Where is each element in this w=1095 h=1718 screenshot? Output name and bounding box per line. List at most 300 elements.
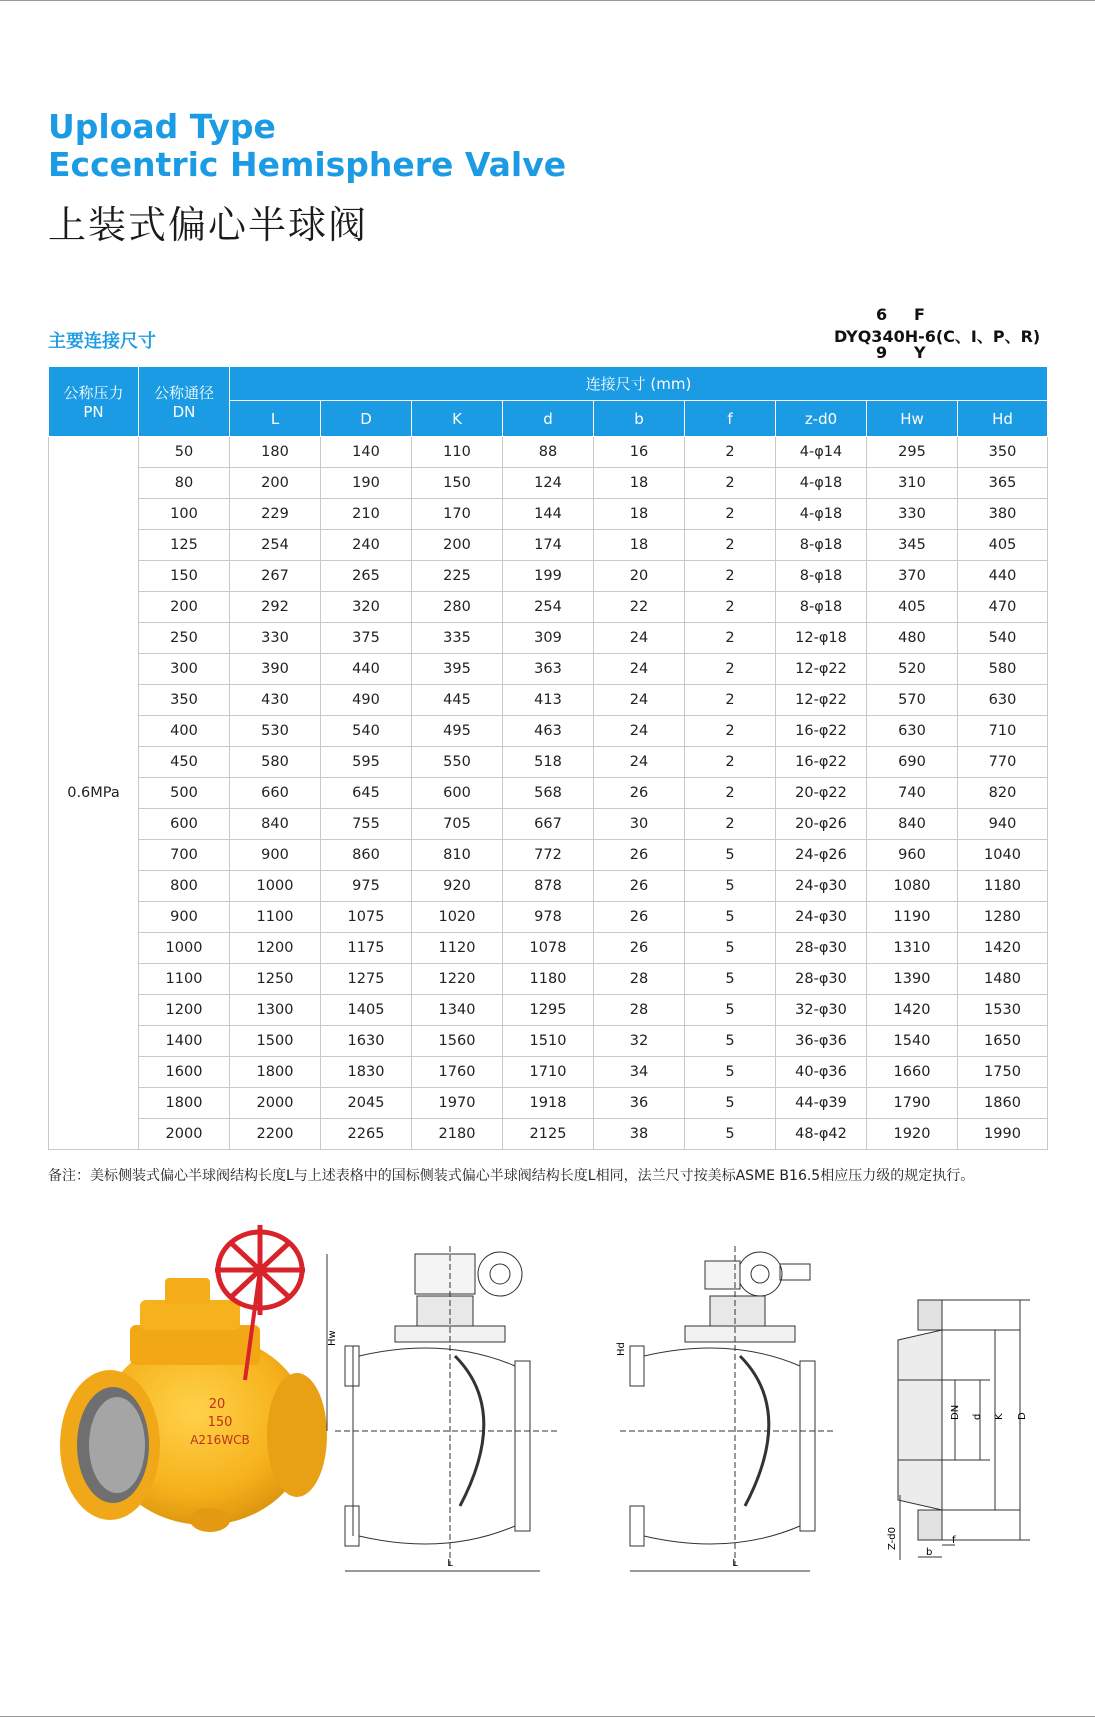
model-code-sub-a: 9 xyxy=(876,343,888,362)
table-cell: 1390 xyxy=(867,964,958,995)
table-cell: 2000 xyxy=(230,1088,321,1119)
dn-cell: 1000 xyxy=(139,933,230,964)
dn-cell: 2000 xyxy=(139,1119,230,1150)
dn-cell: 1800 xyxy=(139,1088,230,1119)
table-row xyxy=(49,964,1048,995)
table-cell: 24 xyxy=(594,747,685,778)
title-english-line1: Upload Type xyxy=(48,107,276,146)
table-row xyxy=(49,871,1048,902)
table-cell: 978 xyxy=(503,902,594,933)
table-cell: 335 xyxy=(412,623,503,654)
table-cell: 1100 xyxy=(230,902,321,933)
dn-cell: 1600 xyxy=(139,1057,230,1088)
table-cell: 1300 xyxy=(230,995,321,1026)
drawing-actuator-version xyxy=(616,1236,840,1581)
table-cell: 190 xyxy=(321,468,412,499)
table-cell: 254 xyxy=(230,530,321,561)
column-header-k: K xyxy=(412,401,503,437)
table-cell: 30 xyxy=(594,809,685,840)
table-cell: 26 xyxy=(594,778,685,809)
table-cell: 900 xyxy=(230,840,321,871)
table-cell: 24-φ26 xyxy=(776,840,867,871)
table-cell: 580 xyxy=(958,654,1048,685)
table-cell: 5 xyxy=(685,933,776,964)
table-cell: 1250 xyxy=(230,964,321,995)
header-dn-cn: 公称通径 xyxy=(153,384,214,402)
table-cell: 630 xyxy=(867,716,958,747)
dn-cell: 800 xyxy=(139,871,230,902)
table-cell: 1175 xyxy=(321,933,412,964)
header-group: 连接尺寸 (mm) xyxy=(230,367,1048,401)
table-cell: 1760 xyxy=(412,1057,503,1088)
table-row xyxy=(49,561,1048,592)
table-cell: 26 xyxy=(594,902,685,933)
table-cell: 44-φ39 xyxy=(776,1088,867,1119)
table-cell: 292 xyxy=(230,592,321,623)
dimension-table xyxy=(48,366,1048,1150)
dn-cell: 125 xyxy=(139,530,230,561)
table-cell: 1420 xyxy=(867,995,958,1026)
drawing3-label-f: f xyxy=(952,1535,956,1546)
table-cell: 570 xyxy=(867,685,958,716)
table-cell: 4-φ18 xyxy=(776,468,867,499)
table-row xyxy=(49,1057,1048,1088)
table-header xyxy=(49,367,1048,437)
drawing-handwheel-version xyxy=(327,1236,565,1581)
dn-cell: 150 xyxy=(139,561,230,592)
table-cell: 2 xyxy=(685,530,776,561)
drawing3-label-d-small: d xyxy=(972,1413,983,1420)
drawing3-label-zd0: Z-d0 xyxy=(887,1527,898,1550)
model-code-sup-b: F xyxy=(914,305,925,324)
table-cell: 595 xyxy=(321,747,412,778)
table-cell: 878 xyxy=(503,871,594,902)
table-cell: 180 xyxy=(230,437,321,468)
table-cell: 380 xyxy=(958,499,1048,530)
table-cell: 350 xyxy=(958,437,1048,468)
table-cell: 110 xyxy=(412,437,503,468)
table-cell: 12-φ22 xyxy=(776,654,867,685)
dn-cell: 1100 xyxy=(139,964,230,995)
column-header-b: b xyxy=(594,401,685,437)
table-cell: 1990 xyxy=(958,1119,1048,1150)
dn-cell: 450 xyxy=(139,747,230,778)
table-cell: 2 xyxy=(685,592,776,623)
dn-cell: 100 xyxy=(139,499,230,530)
table-cell: 265 xyxy=(321,561,412,592)
table-cell: 1500 xyxy=(230,1026,321,1057)
drawing3-label-b: b xyxy=(926,1547,933,1558)
valve-base xyxy=(190,1508,230,1532)
table-cell: 4-φ18 xyxy=(776,499,867,530)
table-cell: 5 xyxy=(685,995,776,1026)
table-row xyxy=(49,437,1048,468)
table-row xyxy=(49,1026,1048,1057)
table-cell: 5 xyxy=(685,840,776,871)
column-header-l: L xyxy=(230,401,321,437)
model-code-main: DYQ340H-6(C、I、P、R) xyxy=(834,327,1041,346)
table-cell: 1530 xyxy=(958,995,1048,1026)
dn-cell: 600 xyxy=(139,809,230,840)
table-cell: 32 xyxy=(594,1026,685,1057)
table-row xyxy=(49,747,1048,778)
table-cell: 18 xyxy=(594,468,685,499)
table-cell: 390 xyxy=(230,654,321,685)
header-pn-cn: 公称压力 xyxy=(63,384,124,402)
column-header-f: f xyxy=(685,401,776,437)
table-cell: 12-φ22 xyxy=(776,685,867,716)
table-cell: 88 xyxy=(503,437,594,468)
table-cell: 1920 xyxy=(867,1119,958,1150)
table-cell: 2 xyxy=(685,623,776,654)
table-cell: 860 xyxy=(321,840,412,871)
column-header-d: D xyxy=(321,401,412,437)
table-cell: 26 xyxy=(594,840,685,871)
table-cell: 490 xyxy=(321,685,412,716)
dn-cell: 80 xyxy=(139,468,230,499)
pn-value-cell: 0.6MPa xyxy=(49,437,139,1150)
table-cell: 445 xyxy=(412,685,503,716)
table-cell: 2265 xyxy=(321,1119,412,1150)
dn-cell: 250 xyxy=(139,623,230,654)
left-bore-inner xyxy=(89,1397,145,1493)
table-cell: 8-φ18 xyxy=(776,530,867,561)
table-cell: 940 xyxy=(958,809,1048,840)
table-cell: 229 xyxy=(230,499,321,530)
table-cell: 1405 xyxy=(321,995,412,1026)
dn-cell: 1200 xyxy=(139,995,230,1026)
table-row xyxy=(49,1088,1048,1119)
table-cell: 1190 xyxy=(867,902,958,933)
dn-cell: 900 xyxy=(139,902,230,933)
table-cell: 1830 xyxy=(321,1057,412,1088)
photo-mark-3: A216WCB xyxy=(190,1433,250,1447)
drawing2-label-l: L xyxy=(732,1558,738,1569)
table-cell: 645 xyxy=(321,778,412,809)
table-cell: 1650 xyxy=(958,1026,1048,1057)
table-cell: 395 xyxy=(412,654,503,685)
table-cell: 8-φ18 xyxy=(776,592,867,623)
table-cell: 2 xyxy=(685,499,776,530)
table-cell: 1710 xyxy=(503,1057,594,1088)
table-row xyxy=(49,654,1048,685)
table-cell: 24 xyxy=(594,716,685,747)
column-header-hw: Hw xyxy=(867,401,958,437)
table-cell: 174 xyxy=(503,530,594,561)
table-cell: 330 xyxy=(230,623,321,654)
drawing2-label-hd: Hd xyxy=(616,1342,627,1356)
table-cell: 405 xyxy=(958,530,1048,561)
table-cell: 26 xyxy=(594,871,685,902)
table-cell: 20-φ22 xyxy=(776,778,867,809)
title-english xyxy=(48,108,566,184)
table-cell: 12-φ18 xyxy=(776,623,867,654)
table-cell: 345 xyxy=(867,530,958,561)
table-cell: 375 xyxy=(321,623,412,654)
table-cell: 920 xyxy=(412,871,503,902)
table-cell: 1000 xyxy=(230,871,321,902)
table-cell: 440 xyxy=(958,561,1048,592)
table-cell: 330 xyxy=(867,499,958,530)
table-cell: 28 xyxy=(594,995,685,1026)
table-cell: 5 xyxy=(685,1057,776,1088)
table-cell: 1750 xyxy=(958,1057,1048,1088)
header-pn-en: PN xyxy=(83,403,104,421)
dn-cell: 200 xyxy=(139,592,230,623)
header-dn-en: DN xyxy=(172,403,196,421)
table-cell: 1020 xyxy=(412,902,503,933)
table-cell: 20-φ26 xyxy=(776,809,867,840)
table-row xyxy=(49,499,1048,530)
table-cell: 740 xyxy=(867,778,958,809)
table-cell: 20 xyxy=(594,561,685,592)
table-cell: 18 xyxy=(594,499,685,530)
table-cell: 16-φ22 xyxy=(776,716,867,747)
table-cell: 430 xyxy=(230,685,321,716)
table-cell: 295 xyxy=(867,437,958,468)
table-cell: 960 xyxy=(867,840,958,871)
table-cell: 470 xyxy=(958,592,1048,623)
table-cell: 280 xyxy=(412,592,503,623)
table-cell: 5 xyxy=(685,1088,776,1119)
table-cell: 254 xyxy=(503,592,594,623)
table-cell: 1295 xyxy=(503,995,594,1026)
table-cell: 2 xyxy=(685,468,776,499)
table-cell: 1180 xyxy=(503,964,594,995)
table-cell: 2180 xyxy=(412,1119,503,1150)
drawing1-label-l: L xyxy=(447,1558,453,1569)
dn-cell: 400 xyxy=(139,716,230,747)
table-cell: 667 xyxy=(503,809,594,840)
table-cell: 2 xyxy=(685,747,776,778)
table-cell: 480 xyxy=(867,623,958,654)
table-cell: 1800 xyxy=(230,1057,321,1088)
table-cell: 140 xyxy=(321,437,412,468)
table-row xyxy=(49,1119,1048,1150)
table-cell: 495 xyxy=(412,716,503,747)
table-cell: 540 xyxy=(321,716,412,747)
table-cell: 1510 xyxy=(503,1026,594,1057)
table-row xyxy=(49,995,1048,1026)
table-cell: 1120 xyxy=(412,933,503,964)
column-header-d: d xyxy=(503,401,594,437)
title-english-line2: Eccentric Hemisphere Valve xyxy=(48,145,567,184)
title-chinese: 上装式偏心半球阀 xyxy=(48,203,369,247)
table-cell: 150 xyxy=(412,468,503,499)
column-header-hd: Hd xyxy=(958,401,1048,437)
table-cell: 124 xyxy=(503,468,594,499)
table-cell: 770 xyxy=(958,747,1048,778)
table-cell: 36-φ36 xyxy=(776,1026,867,1057)
table-cell: 1180 xyxy=(958,871,1048,902)
table-cell: 1420 xyxy=(958,933,1048,964)
drawing1-label-hw: Hw xyxy=(327,1330,338,1346)
table-cell: 2 xyxy=(685,716,776,747)
table-cell: 550 xyxy=(412,747,503,778)
table-cell: 28 xyxy=(594,964,685,995)
table-cell: 28-φ30 xyxy=(776,933,867,964)
photo-mark-1: 20 xyxy=(208,1397,226,1412)
table-cell: 40-φ36 xyxy=(776,1057,867,1088)
table-cell: 440 xyxy=(321,654,412,685)
table-cell: 2 xyxy=(685,654,776,685)
table-cell: 1630 xyxy=(321,1026,412,1057)
table-cell: 2 xyxy=(685,778,776,809)
table-cell: 363 xyxy=(503,654,594,685)
table-cell: 225 xyxy=(412,561,503,592)
table-cell: 1275 xyxy=(321,964,412,995)
drawing3-label-d-large: D xyxy=(1017,1412,1028,1420)
table-cell: 755 xyxy=(321,809,412,840)
table-cell: 413 xyxy=(503,685,594,716)
table-row xyxy=(49,902,1048,933)
table-cell: 2 xyxy=(685,685,776,716)
table-cell: 1918 xyxy=(503,1088,594,1119)
table-cell: 199 xyxy=(503,561,594,592)
model-code-sub-b: Y xyxy=(914,343,926,362)
table-cell: 16 xyxy=(594,437,685,468)
table-cell: 24 xyxy=(594,623,685,654)
table-cell: 568 xyxy=(503,778,594,809)
table-cell: 170 xyxy=(412,499,503,530)
table-cell: 5 xyxy=(685,871,776,902)
top-border-line xyxy=(0,0,1095,1)
table-cell: 810 xyxy=(412,840,503,871)
table-cell: 1075 xyxy=(321,902,412,933)
table-cell: 820 xyxy=(958,778,1048,809)
table-cell: 38 xyxy=(594,1119,685,1150)
table-cell: 24 xyxy=(594,685,685,716)
table-cell: 1310 xyxy=(867,933,958,964)
table-cell: 520 xyxy=(867,654,958,685)
gearbox-top xyxy=(165,1278,210,1304)
table-row xyxy=(49,778,1048,809)
table-cell: 630 xyxy=(958,685,1048,716)
table-cell: 540 xyxy=(958,623,1048,654)
table-cell: 405 xyxy=(867,592,958,623)
header-dn xyxy=(139,367,230,437)
photo-mark-2: 150 xyxy=(207,1415,233,1430)
table-cell: 48-φ42 xyxy=(776,1119,867,1150)
bottom-border-line xyxy=(0,1716,1095,1717)
table-row xyxy=(49,530,1048,561)
table-cell: 32-φ30 xyxy=(776,995,867,1026)
table-cell: 8-φ18 xyxy=(776,561,867,592)
table-cell: 2 xyxy=(685,437,776,468)
table-cell: 24-φ30 xyxy=(776,871,867,902)
table-cell: 975 xyxy=(321,871,412,902)
table-cell: 2 xyxy=(685,809,776,840)
section-title: 主要连接尺寸 xyxy=(48,331,156,352)
table-cell: 5 xyxy=(685,1026,776,1057)
model-code-sup-a: 6 xyxy=(876,305,888,324)
table-cell: 28-φ30 xyxy=(776,964,867,995)
table-cell: 1480 xyxy=(958,964,1048,995)
drawing-flange-section xyxy=(880,1295,1040,1565)
table-cell: 5 xyxy=(685,902,776,933)
dn-cell: 50 xyxy=(139,437,230,468)
table-row xyxy=(49,716,1048,747)
table-cell: 1078 xyxy=(503,933,594,964)
table-cell: 210 xyxy=(321,499,412,530)
table-cell: 5 xyxy=(685,964,776,995)
drawing3-label-k: K xyxy=(994,1413,1005,1420)
table-cell: 240 xyxy=(321,530,412,561)
table-cell: 1200 xyxy=(230,933,321,964)
table-cell: 705 xyxy=(412,809,503,840)
table-cell: 580 xyxy=(230,747,321,778)
table-cell: 518 xyxy=(503,747,594,778)
table-cell: 2125 xyxy=(503,1119,594,1150)
table-cell: 320 xyxy=(321,592,412,623)
gearbox xyxy=(140,1300,240,1330)
table-cell: 34 xyxy=(594,1057,685,1088)
table-row xyxy=(49,592,1048,623)
dn-cell: 300 xyxy=(139,654,230,685)
table-cell: 1970 xyxy=(412,1088,503,1119)
table-cell: 530 xyxy=(230,716,321,747)
table-cell: 267 xyxy=(230,561,321,592)
table-cell: 1080 xyxy=(867,871,958,902)
table-row xyxy=(49,623,1048,654)
table-cell: 18 xyxy=(594,530,685,561)
valve-bonnet xyxy=(130,1325,260,1365)
table-cell: 370 xyxy=(867,561,958,592)
right-flange xyxy=(267,1373,327,1497)
table-cell: 772 xyxy=(503,840,594,871)
table-cell: 1860 xyxy=(958,1088,1048,1119)
table-cell: 365 xyxy=(958,468,1048,499)
table-cell: 200 xyxy=(412,530,503,561)
table-cell: 309 xyxy=(503,623,594,654)
table-cell: 24 xyxy=(594,654,685,685)
table-cell: 710 xyxy=(958,716,1048,747)
table-cell: 24-φ30 xyxy=(776,902,867,933)
table-cell: 600 xyxy=(412,778,503,809)
table-cell: 1790 xyxy=(867,1088,958,1119)
table-cell: 840 xyxy=(230,809,321,840)
table-cell: 200 xyxy=(230,468,321,499)
table-row xyxy=(49,809,1048,840)
table-cell: 1040 xyxy=(958,840,1048,871)
drawing3-label-dn: DN xyxy=(950,1404,961,1420)
table-cell: 22 xyxy=(594,592,685,623)
table-cell: 690 xyxy=(867,747,958,778)
dn-cell: 500 xyxy=(139,778,230,809)
table-cell: 1340 xyxy=(412,995,503,1026)
table-row xyxy=(49,933,1048,964)
table-cell: 2 xyxy=(685,561,776,592)
table-cell: 840 xyxy=(867,809,958,840)
table-cell: 1660 xyxy=(867,1057,958,1088)
footnote: 备注：美标侧装式偏心半球阀结构长度L与上述表格中的国标侧装式偏心半球阀结构长度L相同，法兰尺寸按美标ASME B16.5相应压力级的规定执行。 xyxy=(48,1168,975,1184)
table-body xyxy=(49,437,1048,1150)
table-cell: 144 xyxy=(503,499,594,530)
table-cell: 2045 xyxy=(321,1088,412,1119)
table-cell: 5 xyxy=(685,1119,776,1150)
table-row xyxy=(49,685,1048,716)
table-cell: 36 xyxy=(594,1088,685,1119)
table-cell: 2200 xyxy=(230,1119,321,1150)
table-row xyxy=(49,468,1048,499)
dn-cell: 350 xyxy=(139,685,230,716)
header-pn xyxy=(49,367,139,437)
table-row xyxy=(49,840,1048,871)
table-cell: 310 xyxy=(867,468,958,499)
table-cell: 4-φ14 xyxy=(776,437,867,468)
table-cell: 1280 xyxy=(958,902,1048,933)
valve-photo xyxy=(55,1230,355,1570)
